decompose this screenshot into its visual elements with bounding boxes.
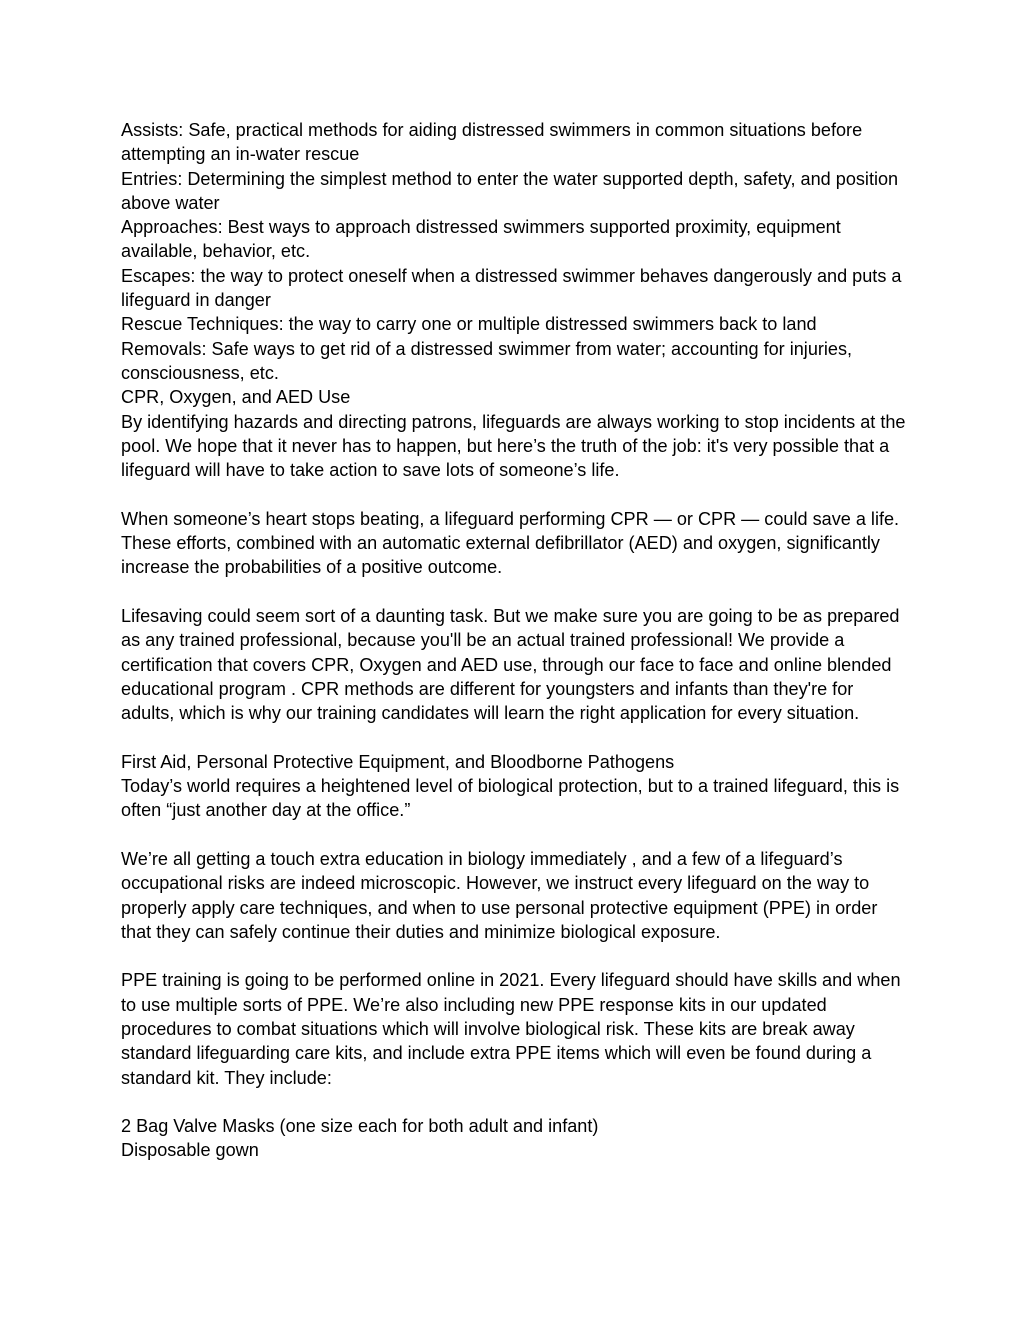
section-heading-cpr: CPR, Oxygen, and AED Use: [121, 387, 351, 408]
paragraph-lifesaving: Lifesaving could seem sort of a daunting task. But we make sure you are going to be as prepared as any trained professional, because you'll be an actual trained professional! We provide a certification that covers CPR, Oxygen and AED use, through our face to face and online blended educational program . CPR methods are different for youngsters and infants than they're for adults, which is why our training candidates will learn the right application for every situation.: [121, 605, 900, 724]
paragraph-rescue-techniques: Rescue Techniques: the way to carry one or multiple distressed swimmers back to land: [121, 314, 817, 335]
paragraph-entries: Entries: Determining the simplest method to enter the water supported depth, safety, and position above water: [121, 168, 899, 213]
paragraph-removals: Removals: Safe ways to get rid of a distressed swimmer from water; accounting for injuries, consciousness, etc.: [121, 338, 853, 383]
blank-line: [121, 944, 906, 968]
blank-line: [121, 1090, 906, 1114]
list-item-disposable-gown: Disposable gown: [121, 1140, 259, 1161]
section-heading-first-aid: First Aid, Personal Protective Equipment, and Bloodborne Pathogens: [121, 751, 675, 772]
blank-line: [121, 823, 906, 847]
paragraph-biology: We’re all getting a touch extra education in biology immediately , and a few of a lifeguard’s occupational risks are indeed microscopic. However, we instruct every lifeguard on the way to properly apply care techniques, and when to use personal protective equipment (PPE) in order that they can safely continue their duties and minimize biological exposure.: [121, 848, 878, 942]
document-body: [121, 118, 906, 1163]
blank-line: [121, 580, 906, 604]
paragraph-ppe-training: PPE training is going to be performed online in 2021. Every lifeguard should have skills and when to use multiple sorts of PPE. We’re also including new PPE response kits in our updated procedures to combat situations which will involve biological risk. These kits are break away standard lifeguarding care kits, and include extra PPE items which will even be found during a standard kit. They include:: [121, 970, 901, 1088]
blank-line: [121, 725, 906, 749]
paragraph-escapes: Escapes: the way to protect oneself when a distressed swimmer behaves dangerously and puts a lifeguard in danger: [121, 265, 902, 311]
paragraph-assists: Assists: Safe, practical methods for aiding distressed swimmers in common situations before attempting an in-water rescue: [121, 120, 863, 165]
list-item-bag-valve-masks: 2 Bag Valve Masks (one size each for both adult and infant): [121, 1116, 599, 1137]
paragraph-todays-world: Today’s world requires a heightened level of biological protection, but to a trained lifeguard, this is often “just another day at the office.”: [121, 776, 900, 821]
paragraph-hazards: By identifying hazards and directing patrons, lifeguards are always working to stop incidents at the pool. We hope that it never has to happen, but here’s the truth of the job: it's very possible that a lifeguard will have to take action to save lots of someone’s life.: [121, 411, 906, 481]
paragraph-heart-stops: When someone’s heart stops beating, a lifeguard performing CPR — or CPR — could save a life. These efforts, combined with an automatic external defibrillator (AED) and oxygen, significantly increase the probabilities of a positive outcome.: [121, 508, 900, 578]
paragraph-approaches: Approaches: Best ways to approach distressed swimmers supported proximity, equipment available, behavior, etc.: [121, 217, 841, 262]
blank-line: [121, 482, 906, 506]
